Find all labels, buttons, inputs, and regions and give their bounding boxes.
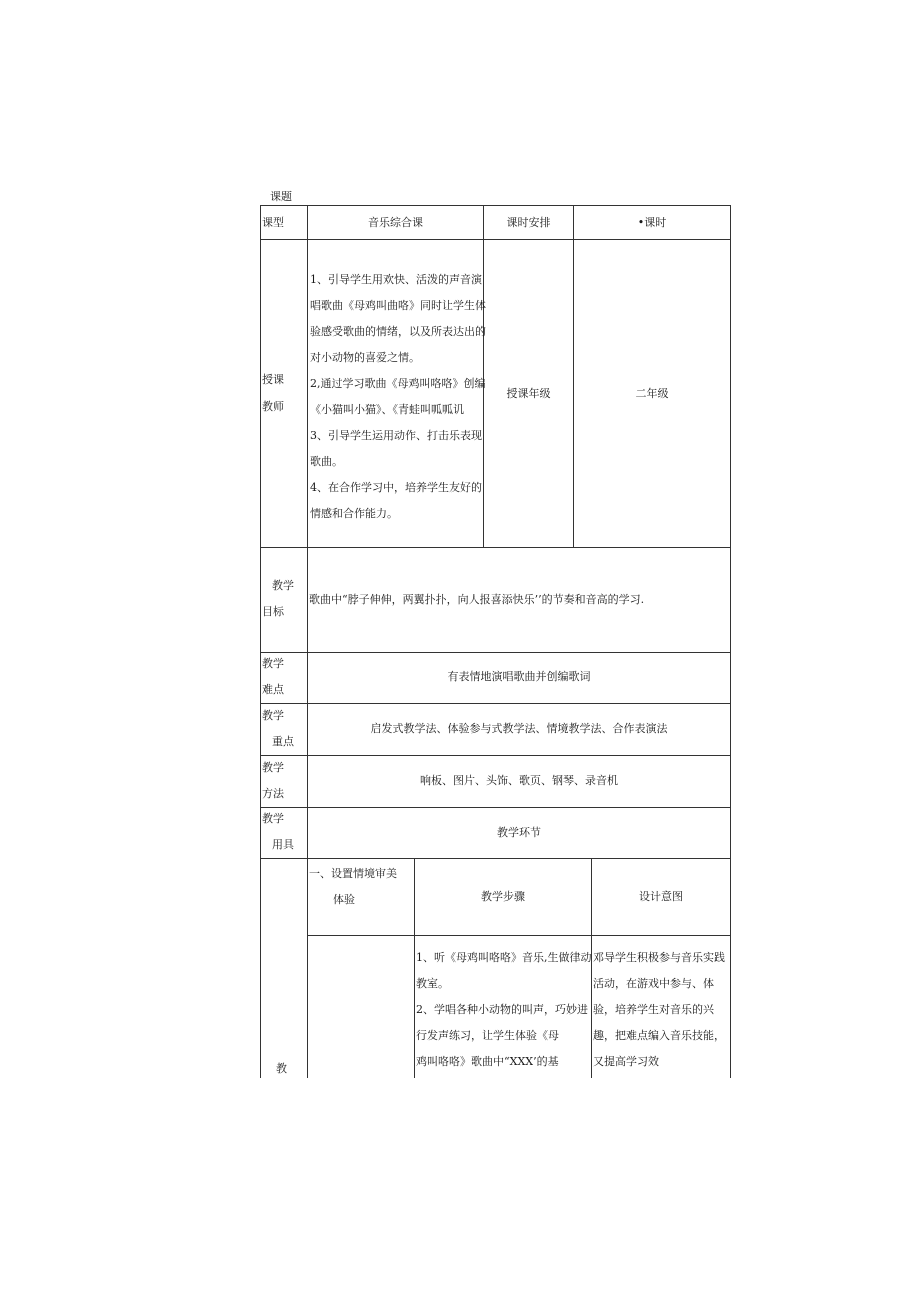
section-title-line2: 体验	[333, 893, 355, 906]
intent-line: 活动，在游戏中参与、体	[593, 977, 714, 990]
objective-line: 1、引导学生用欢快、活泼的声音演	[310, 273, 482, 286]
method-label-line1: 教学	[262, 761, 284, 774]
step-line: 行发声练习，让学生体验《母	[416, 1029, 559, 1042]
objective-line: 4、在合作学习中，培养学生友好的	[310, 481, 482, 494]
intent-line: 趣，把难点编入音乐技能，	[593, 1029, 725, 1042]
steps-list	[416, 945, 592, 1075]
difficulty-label-line2: 难点	[262, 683, 284, 696]
step-line: 1、听《母鸡叫咯咯》音乐,生做律动	[416, 951, 592, 964]
goal-value: 歌曲中“脖子伸伸，两翼扑扑，向人报喜添快乐’’的节奏和音高的学习.	[309, 593, 645, 606]
objective-line: 对小动物的喜爱之情。	[310, 351, 420, 364]
objective-line: 3、引导学生运用动作、打击乐表现	[310, 429, 482, 442]
key-label-line2: 重点	[272, 735, 294, 748]
course-type-label: 课型	[262, 216, 284, 229]
intent-list	[593, 945, 725, 1075]
difficulty-value: 有表情地演唱歌曲并创编歌词	[447, 670, 591, 683]
tools-value: 教学环节	[497, 826, 541, 839]
key-value: 启发式教学法、体验参与式教学法、情境教学法、合作表演法	[370, 722, 668, 735]
intent-line: 又提高学习效	[593, 1055, 659, 1068]
intent-header: 设计意图	[639, 890, 683, 903]
intent-line: 验，培养学生对音乐的兴	[593, 1003, 714, 1016]
schedule-label: 课时安排	[506, 216, 551, 229]
teacher-label-line1: 授课	[262, 373, 284, 386]
page-title: 课题	[270, 190, 292, 203]
goal-label-line1: 教学	[272, 579, 294, 592]
method-value: 响板、图片、头饰、歌页、钢琴、录音机	[420, 774, 618, 787]
schedule-value: •课时	[637, 216, 667, 229]
step-line: 教室。	[416, 977, 449, 990]
objectives-list	[310, 267, 486, 527]
objective-line: 歌曲。	[310, 455, 343, 468]
key-label-line1: 教学	[262, 709, 284, 722]
objective-line: 2,通过学习歌曲《母鸡叫咯咯》创编	[310, 377, 486, 390]
tools-label-line2: 用具	[272, 838, 294, 851]
grade-value: 二年级	[635, 387, 669, 400]
objective-line: 唱歌曲《母鸡叫曲咯》同时让学生体	[310, 299, 486, 312]
tools-label-line1: 教学	[262, 812, 284, 825]
course-type-value: 音乐综合课	[368, 216, 423, 229]
step-line: 2、学唱各种小动物的叫声，巧妙进	[416, 1003, 588, 1016]
intent-line: 邓导学生积极参与音乐实践	[593, 951, 725, 964]
goal-label-line2: 目标	[262, 605, 284, 618]
steps-header: 教学步骤	[481, 890, 525, 903]
objective-line: 《小猫叫小猫》、《青蛙叫呱呱讥	[310, 403, 464, 416]
section-title-line1: 一、设置情境审美	[309, 867, 397, 880]
grade-label: 授课年级	[506, 387, 551, 400]
difficulty-label-line1: 教学	[262, 657, 284, 670]
teacher-label-line2: 教师	[262, 400, 284, 413]
method-label-line2: 方法	[262, 787, 284, 800]
objective-line: 验感受歌曲的情绪，以及所表达出的	[310, 325, 486, 338]
step-line: 鸡叫咯咯》歌曲中“XXX’的基	[416, 1055, 559, 1068]
objective-line: 情感和合作能力。	[310, 507, 398, 520]
process-left-label: 教	[276, 1062, 287, 1075]
